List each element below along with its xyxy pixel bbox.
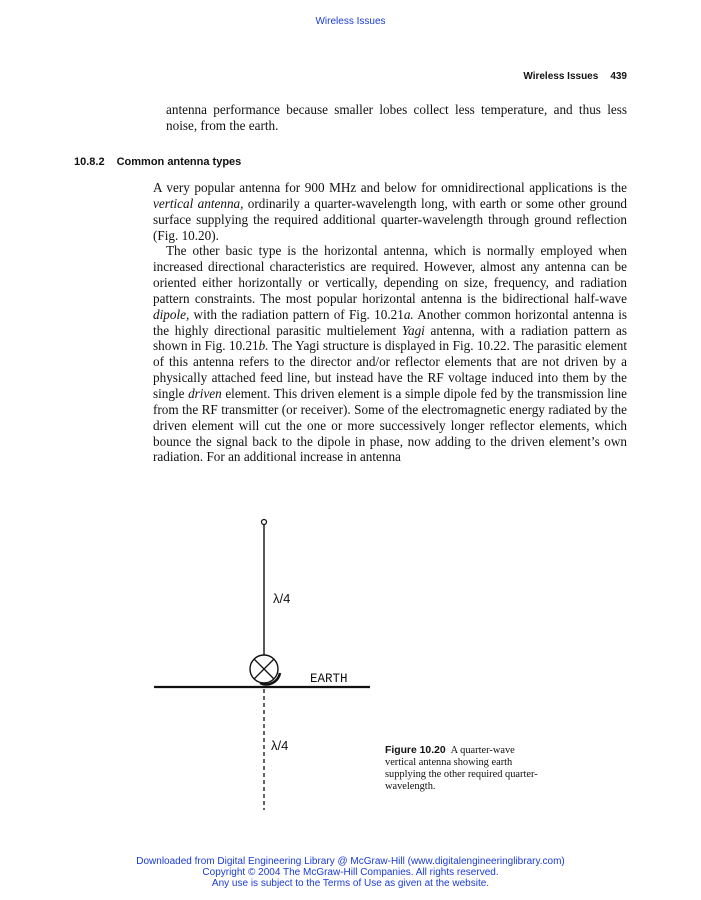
- upper-wavelength-label: λ/4: [273, 591, 291, 606]
- caption-text: A quarter-wave vertical antenna showing earth supplying the other required quarter-wavelength.: [385, 745, 538, 792]
- vertical-antenna-figure: [140, 510, 400, 810]
- paragraph-1: A very popular antenna for 900 MHz and below for omnidirectional applications is the vertical antenna, ordinarily a quarter-wavelength long, with earth or some other ground surface supplying the required additional quarter-wavelength through ground reflection (Fig. 10.20).: [153, 180, 628, 243]
- top-chapter-link[interactable]: Wireless Issues: [315, 16, 386, 27]
- section-number: 10.8.2: [74, 156, 105, 168]
- term-dipole: dipole,: [153, 306, 190, 322]
- figure-caption: [385, 745, 545, 793]
- term-driven: driven: [188, 385, 222, 401]
- running-header: [523, 71, 627, 82]
- term-vertical-antenna: vertical antenna,: [153, 195, 244, 211]
- paragraph-2: The other basic type is the horizontal antenna, which is normally employed when increased directional characteristics are required. However, almost any antenna can be oriented either horizontally or vertically, depending on size, frequency, and radiation pattern constraints. The most popular horizontal antenna is the bidirectional half-wave dipole, with the radiation pattern of Fig. 10.21a. Another common horizontal antenna is the highly directional parasitic multielement Yagi antenna, with a radiation pattern as shown in Fig. 10.21b. The Yagi structure is displayed in Fig. 10.22. The parasitic element of this antenna refers to the director and/or reflector elements that are not driven by a physically attached feed line, but instead have the RF voltage induced into them by the single driven element. This driven element is a simple dipole fed by the transmission line from the RF transmitter (or receiver). Some of the electromagnetic energy radiated by the driven element will cut the one or more successively longer reflector elements, which bounce the signal back to the dipole in phase, now adding to the driven element’s own radiation. For an additional increase in antenna: [153, 243, 627, 465]
- footer: [0, 856, 701, 889]
- lower-wavelength-label: λ/4: [271, 738, 289, 753]
- figure-label: Figure 10.20: [385, 745, 446, 756]
- footer-terms-link[interactable]: Any use is subject to the Terms of Use as given at the website.: [211, 878, 490, 889]
- section-title: Common antenna types: [116, 156, 242, 168]
- footer-copyright-link[interactable]: Copyright © 2004 The McGraw-Hill Companies. All rights reserved.: [202, 867, 499, 878]
- carryover-paragraph: antenna performance because smaller lobes collect less temperature, and thus less noise, from the earth.: [166, 102, 627, 134]
- term-yagi: Yagi: [401, 322, 425, 338]
- section-heading: [74, 156, 241, 168]
- running-title: Wireless Issues: [523, 71, 599, 82]
- body-text: [153, 180, 627, 465]
- footer-download-link[interactable]: Downloaded from Digital Engineering Library @ McGraw-Hill (www.digitalengineeringlibrary.com): [136, 856, 565, 867]
- antenna-tip: [262, 520, 267, 525]
- earth-label: EARTH: [310, 672, 348, 686]
- page-number: 439: [610, 71, 627, 82]
